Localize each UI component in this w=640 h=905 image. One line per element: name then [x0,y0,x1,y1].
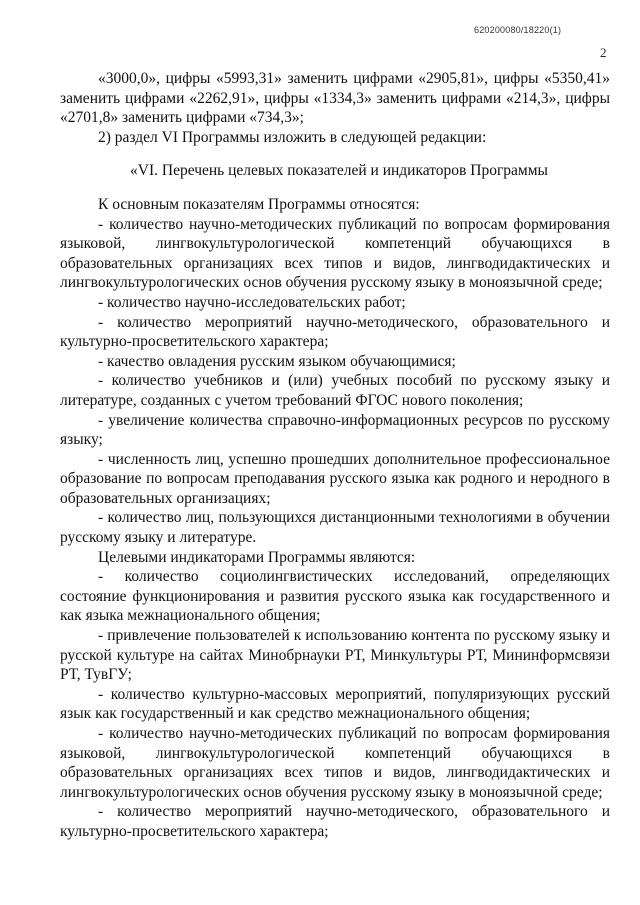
document-id: 620200080/18220(1) [474,25,562,35]
list-item: - привлечение пользователей к использованию контента по русскому языку и русской культуре на сайтах Минобрнауки РТ, Минкультуры РТ, Mининформсвязи РТ, ТувГУ; [60,627,610,684]
amendment-paragraph: 2) раздел VI Программы изложить в следующей редакции: [98,128,487,146]
section-title: «VI. Перечень целевых показателей и индикаторов Программы [130,162,548,180]
list-item: - количество научно-методических публикаций по вопросам формирования языковой, лингвокультурологической компетенций обучающихся в образовательных организациях всех типов и видов, лингводидактических и лингвокультурологических основ обучения русскому языку в моноязычной среде; [60,215,610,292]
page-number: 2 [600,45,607,60]
list-item: - количество учебников и (или) учебных пособий по русскому языку и литературе, созданных с учетом требований ФГОС нового поколения; [60,372,610,409]
list-item: - количество научно-исследовательских работ; [98,293,406,311]
list-item: - количество лиц, пользующихся дистанционными технологиями в обучении русскому языку и литературе. [60,509,610,547]
list-item: - количество научно-методических публикаций по вопросам формирования языковой, лингвокультурологической компетенций обучающихся в образовательных организациях всех типов и видов, лингводидактических и лингвокультурологических основ обучения русскому языку в моноязычной среде; [60,725,610,801]
indicators-intro: К основным показателям Программы относятся: [98,195,420,213]
list-item: - количество социолингвистических исследований, определяющих состояние функционирования и развития русского языка как государственного и как языка межнационального общения; [60,568,610,625]
targets-intro: Целевыми индикаторами Программы являются: [98,548,416,566]
amendment-paragraph: «3000,0», цифры «5993,31» заменить цифрами «2905,81», цифры «5350,41» заменить цифрами «2262,91», цифры «1334,3» заменить цифрами «214,3», цифры «2701,8» заменить цифрами «734,3»; [60,70,610,127]
list-item: - количество мероприятий научно-методического, образовательного и культурно-просветительского характера; [60,803,610,840]
list-item: - численность лиц, успешно прошедших дополнительное профессиональное образование по вопросам преподавания русского языка как родного и неродного в образовательных организациях; [60,450,610,507]
document-body [60,69,610,842]
list-item: - качество овладения русским языком обучающимися; [98,352,456,370]
list-item: - количество мероприятий научно-методического, образовательного и культурно-просветительского характера; [60,313,610,351]
list-item: - увеличение количества справочно-информационных ресурсов по русскому языку; [60,411,610,449]
list-item: - количество культурно-массовых мероприятий, популяризующих русский язык как государственный и как средство межнационального общения; [60,685,610,723]
